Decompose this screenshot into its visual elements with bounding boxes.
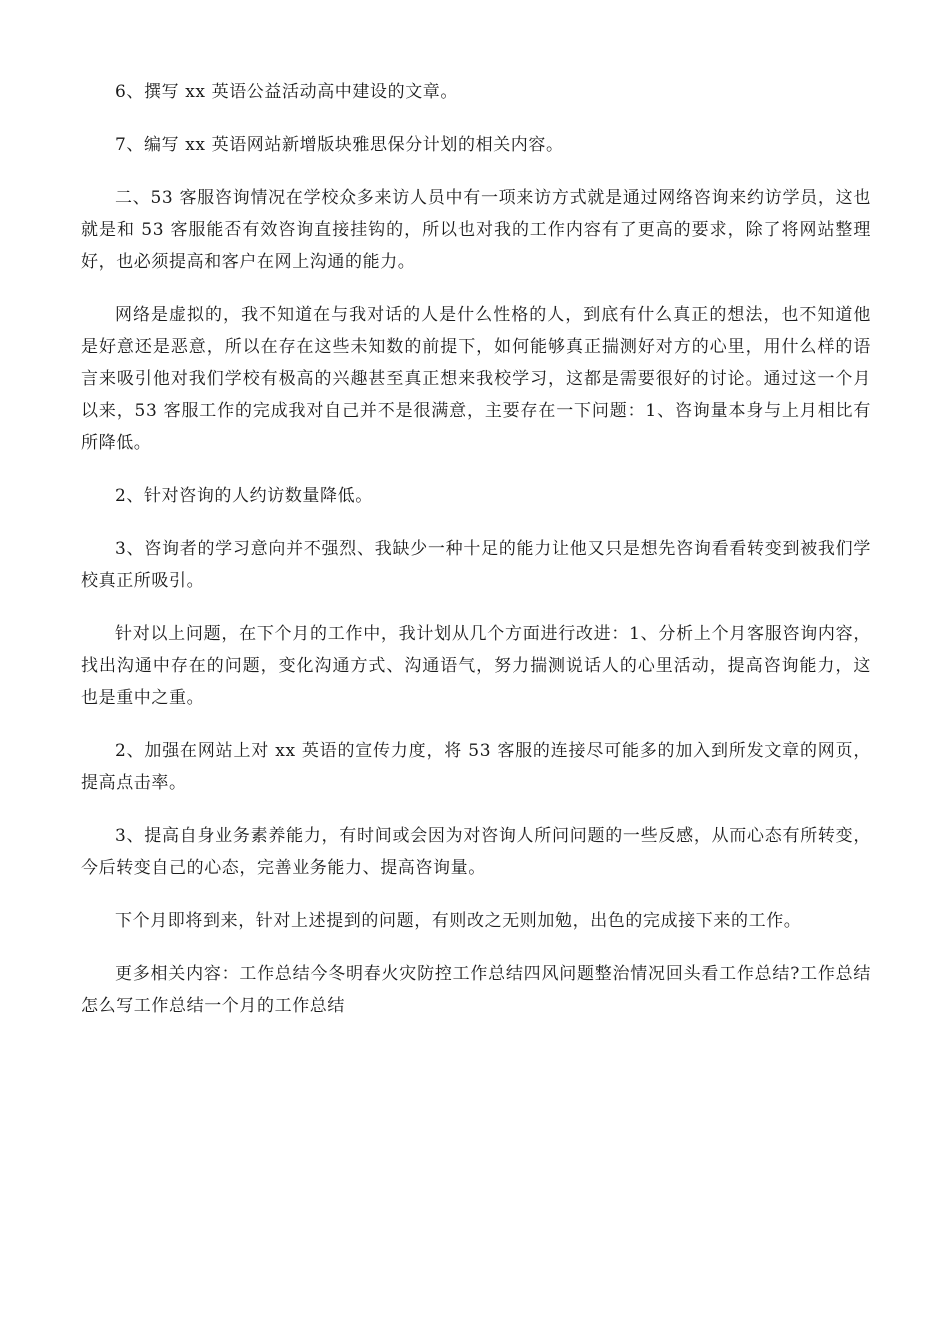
paragraph-network-analysis: 网络是虚拟的，我不知道在与我对话的人是什么性格的人，到底有什么真正的想法，也不知道他是好意还是恶意，所以在存在这些未知数的前提下，如何能够真正揣测好对方的心里，用什么样的语言来吸引他对我们学校有极高的兴趣甚至真正想来我校学习，这都是需要很好的讨论。通过这一个月以来，53 客服工作的完成我对自己并不是很满意，主要存在一下问题：1、咨询量本身与上月相比有所降低。	[81, 305, 871, 453]
paragraph-improvement-2: 2、加强在网站上对 xx 英语的宣传力度，将 53 客服的连接尽可能多的加入到所发文章的网页，提高点击率。	[81, 741, 871, 793]
paragraph-item-6: 6、撰写 xx 英语公益活动高中建设的文章。	[115, 82, 458, 102]
paragraph-conclusion: 下个月即将到来，针对上述提到的问题，有则改之无则加勉，出色的完成接下来的工作。	[115, 911, 802, 931]
paragraph-improvement-plan: 针对以上问题，在下个月的工作中，我计划从几个方面进行改进：1、分析上个月客服咨询内容，找出沟通中存在的问题，变化沟通方式、沟通语气，努力揣测说话人的心里活动，提高咨询能力，这也是重中之重。	[81, 624, 871, 708]
paragraph-problem-3: 3、咨询者的学习意向并不强烈、我缺少一种十足的能力让他又只是想先咨询看看转变到被我们学校真正所吸引。	[81, 539, 871, 591]
document-body	[81, 76, 871, 1043]
paragraph-improvement-3: 3、提高自身业务素养能力，有时间或会因为对咨询人所问问题的一些反感，从而心态有所转变，今后转变自己的心态，完善业务能力、提高咨询量。	[81, 826, 871, 878]
paragraph-item-7: 7、编写 xx 英语网站新增版块雅思保分计划的相关内容。	[115, 135, 564, 155]
paragraph-section-2-intro: 二、53 客服咨询情况在学校众多来访人员中有一项来访方式就是通过网络咨询来约访学员，这也就是和 53 客服能否有效咨询直接挂钩的，所以也对我的工作内容有了更高的要求，除了将网站整理好，也必须提高和客户在网上沟通的能力。	[81, 188, 871, 272]
paragraph-problem-2: 2、针对咨询的人约访数量降低。	[115, 486, 373, 506]
paragraph-related-content: 更多相关内容：工作总结今冬明春火灾防控工作总结四风问题整治情况回头看工作总结?工作总结怎么写工作总结一个月的工作总结	[81, 964, 871, 1016]
